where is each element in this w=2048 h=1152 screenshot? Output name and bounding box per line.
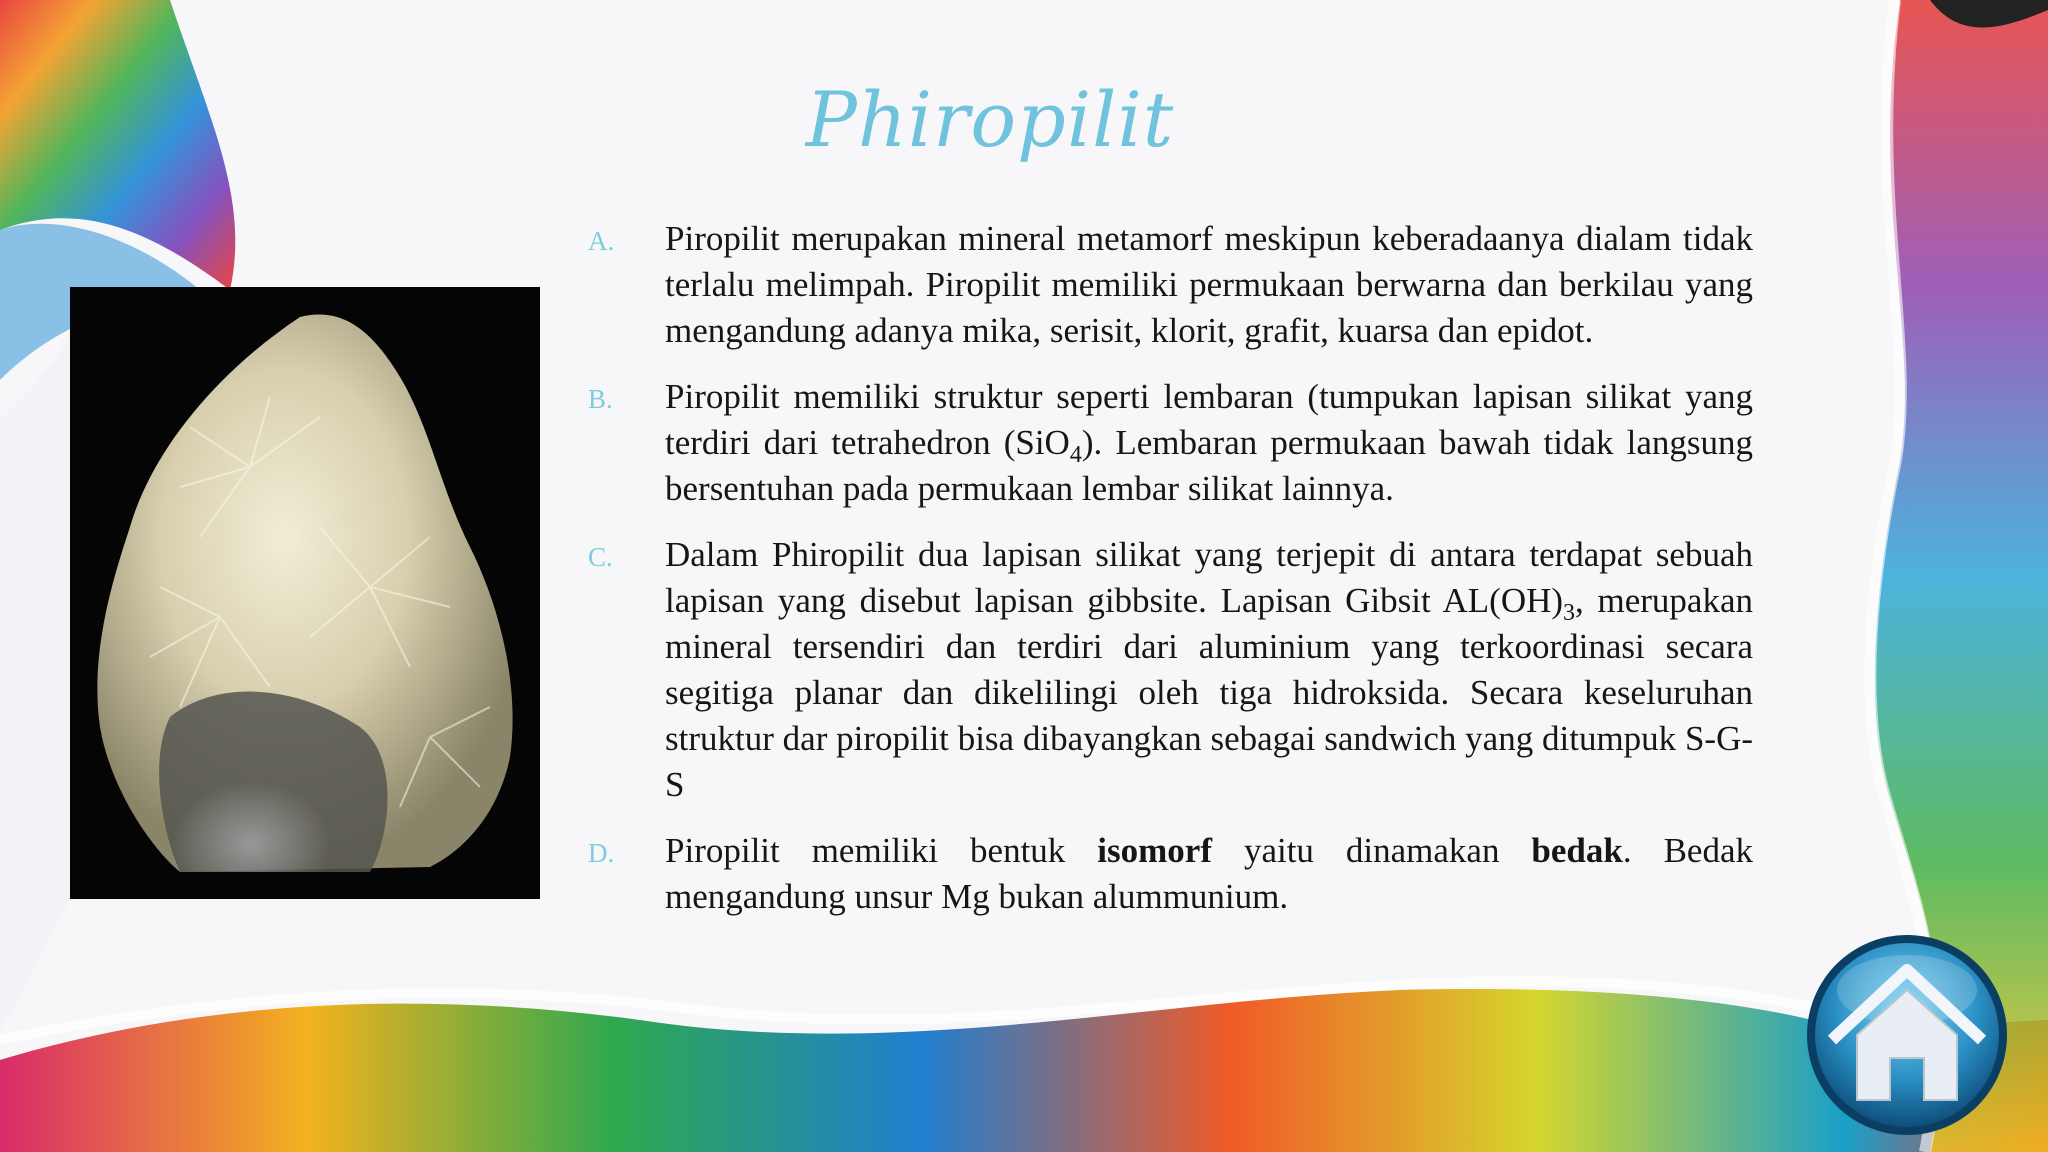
text-segment: yaitu dinamakan bbox=[1211, 831, 1532, 870]
text-segment: Piropilit memiliki bentuk bbox=[665, 831, 1098, 870]
list-marker: D. bbox=[588, 838, 615, 868]
home-icon bbox=[1802, 930, 2012, 1140]
text-segment: , merupakan mineral tersendiri dan terdiri dari aluminium yang terkoordinasi secara segitiga planar dan dikelilingi oleh tiga hidroksida. Secara keseluruhan struktur dar piropilit bisa dibayangkan sebagai sandwich yang ditumpuk S-G-S bbox=[665, 581, 1753, 804]
pyrophyllite-mineral-photo bbox=[70, 287, 540, 899]
bold-term-bedak: bedak bbox=[1531, 831, 1623, 870]
bold-term-isomorf: isomorf bbox=[1097, 831, 1212, 870]
subscript: 4 bbox=[1069, 442, 1082, 468]
list-item bbox=[588, 216, 1753, 354]
list-marker: B. bbox=[588, 384, 613, 414]
text-segment: Piropilit memiliki struktur seperti lembaran (tumpukan lapisan silikat yang terdiri dari tetrahedron (SiO bbox=[665, 377, 1753, 462]
list-item-text: Piropilit merupakan mineral metamorf meskipun keberadaanya dialam tidak terlalu melimpah. Piropilit memiliki permukaan berwarna dan berkilau yang mengandung adanya mika, serisit, klorit, grafit, kuarsa dan epidot. bbox=[665, 219, 1753, 350]
list-item bbox=[588, 532, 1753, 808]
list-item-text bbox=[665, 374, 1753, 512]
list-item bbox=[588, 374, 1753, 512]
content-list bbox=[588, 216, 1753, 940]
text-segment: ). Lembaran permukaan bawah tidak langsung bersentuhan pada permukaan lembar silikat lainnya. bbox=[665, 423, 1753, 508]
mineral-image bbox=[70, 287, 540, 899]
list-item bbox=[588, 828, 1753, 920]
list-item-text bbox=[665, 532, 1753, 808]
slide-title: Phiropilit bbox=[805, 75, 1175, 164]
list-item-text bbox=[665, 828, 1753, 920]
text-segment: Dalam Phiropilit dua lapisan silikat yang terjepit di antara terdapat sebuah lapisan yang disebut lapisan gibbsite. Lapisan Gibsit AL(OH) bbox=[665, 535, 1753, 620]
list-marker: A. bbox=[588, 226, 615, 256]
list-marker: C. bbox=[588, 542, 613, 572]
text-segment: . Bedak mengandung unsur Mg bukan alummunium. bbox=[665, 831, 1753, 916]
subscript: 3 bbox=[1563, 600, 1576, 626]
home-button[interactable] bbox=[1802, 930, 2012, 1140]
